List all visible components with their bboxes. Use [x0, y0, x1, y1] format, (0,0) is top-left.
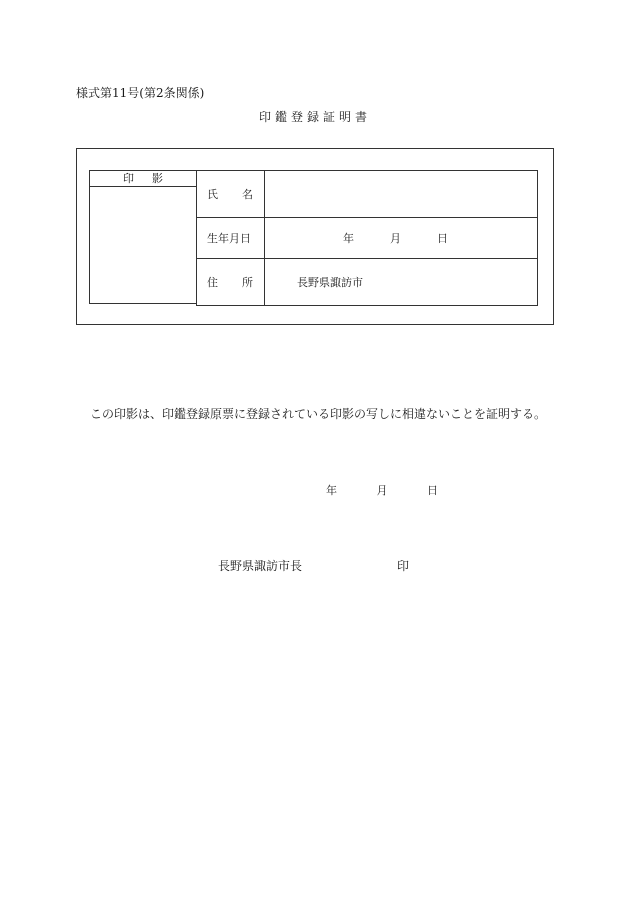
birthdate-year: 年 [343, 232, 354, 245]
issue-date-year: 年 [326, 484, 337, 497]
seal-impression-box [89, 170, 197, 304]
address-label-cell [197, 259, 265, 306]
seal-impression-label: 印影 [90, 171, 196, 187]
table-row-address [197, 259, 538, 306]
table-row-birthdate [197, 218, 538, 259]
name-label-cell [197, 171, 265, 218]
address-label-char-2: 所 [242, 276, 253, 289]
certification-statement: この印影は、印鑑登録原票に登録されている印影の写しに相違ないことを証明する。 [90, 407, 547, 421]
name-label-char-2: 名 [242, 188, 253, 201]
issue-date [326, 482, 438, 498]
name-label-char-1: 氏 [207, 188, 218, 201]
form-number: 様式第11号(第2条関係) [76, 86, 205, 100]
official-seal-mark: 印 [397, 559, 410, 573]
birthdate-label: 生年月日 [197, 218, 265, 259]
issue-date-month: 月 [376, 484, 388, 497]
name-value [265, 171, 538, 218]
registrant-info-table [196, 170, 538, 306]
address-label-char-1: 住 [207, 276, 218, 289]
address-label [207, 274, 253, 290]
address-value-cell [265, 259, 538, 306]
birthdate-value [265, 218, 538, 259]
address-value: 長野県諏訪市 [297, 276, 363, 289]
document-title: 印鑑登録証明書 [258, 110, 371, 124]
birthdate-day: 日 [437, 232, 448, 245]
issue-date-day: 日 [427, 484, 438, 497]
issuer-name: 長野県諏訪市長 [218, 559, 303, 573]
name-label [207, 186, 253, 202]
table-row-name [197, 171, 538, 218]
birthdate-month: 月 [390, 232, 401, 245]
